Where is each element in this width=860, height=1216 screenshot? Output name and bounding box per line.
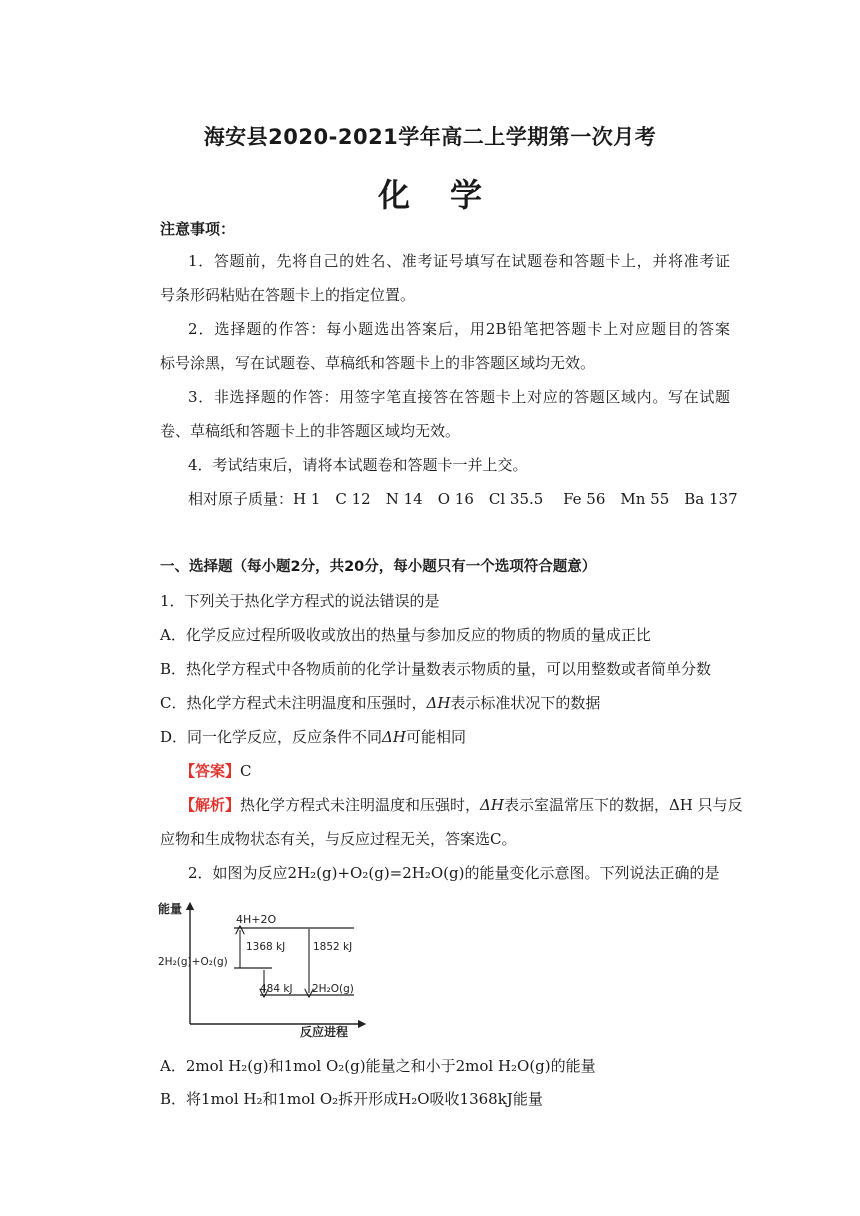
q1-stem: 1．下列关于热化学方程式的说法错误的是 <box>160 592 440 610</box>
q1-option-d-pre: D．同一化学反应，反应条件不同 <box>160 728 383 746</box>
q2-option-b: B．将1mol H₂和1mol O₂拆开形成H₂O吸收1368kJ能量 <box>160 1090 543 1108</box>
label-reactant-level: 2H₂(g)+O₂(g) <box>158 956 228 968</box>
q1-option-d-post: 可能相同 <box>405 728 466 746</box>
q1-analysis-a <box>180 795 743 815</box>
notice-item-1b: 号条形码粘贴在答题卡上的指定位置。 <box>160 286 416 304</box>
q1-answer-label: 【答案】 <box>180 762 241 780</box>
exam-title: 海安县2020-2021学年高二上学期第一次月考 <box>203 125 657 149</box>
notice-item-3b: 卷、草稿纸和答题卡上的非答题区域均无效。 <box>160 422 461 440</box>
notice-heading: 注意事项： <box>160 220 236 238</box>
notice-item-4: 4．考试结束后，请将本试题卷和答题卡一并上交。 <box>188 456 528 474</box>
notice-item-1a: 1．答题前，先将自己的姓名、准考证号填写在试题卷和答题卡上，并将准考证 <box>188 252 730 270</box>
q1-answer-value: C <box>240 762 252 780</box>
q1-option-d-dh: ΔH <box>382 728 406 746</box>
q2-stem: 2．如图为反应2H₂(g)+O₂(g)=2H₂O(g)的能量变化示意图。下列说法正确的是 <box>188 864 720 882</box>
notice-item-2b: 标号涂黑，写在试题卷、草稿纸和答题卡上的非答题区域均无效。 <box>160 354 596 372</box>
q1-analysis-dh: ΔH <box>480 796 504 814</box>
q1-option-c-dh: ΔH <box>426 694 451 712</box>
atomic-mass-line: 相对原子质量：H 1 C 12 N 14 O 16 Cl 35.5 Fe 56 Mn 55 Ba 137 <box>188 490 738 508</box>
q1-option-a: A．化学反应过程所吸收或放出的热量与参加反应的物质的物质的量成正比 <box>160 626 651 644</box>
label-delta: 484 kJ <box>260 983 293 995</box>
q1-analysis-a1: 热化学方程式未注明温度和压强时， <box>240 796 481 814</box>
q1-option-d <box>160 727 730 747</box>
subject-title: 化学 <box>377 176 522 214</box>
label-release: 1852 kJ <box>313 941 353 953</box>
q1-answer <box>180 761 722 781</box>
q1-option-c <box>160 693 730 713</box>
label-absorb: 1368 kJ <box>246 941 286 953</box>
q1-analysis-label: 【解析】 <box>180 796 241 814</box>
y-axis-label: 能量 <box>158 902 183 916</box>
q1-analysis-b: 应物和生成物状态有关，与反应过程无关，答案选C。 <box>160 830 517 848</box>
q1-option-c-pre: C．热化学方程式未注明温度和压强时， <box>160 694 427 712</box>
q1-option-c-post: 表示标准状况下的数据 <box>450 694 601 712</box>
label-top-level: 4H+2O <box>236 913 277 926</box>
q1-analysis-a2: 表示室温常压下的数据，ΔH 只与反 <box>503 796 743 814</box>
notice-item-2a: 2．选择题的作答：每小题选出答案后，用2B铅笔把答题卡上对应题目的答案 <box>188 320 730 338</box>
q1-option-b: B．热化学方程式中各物质前的化学计量数表示物质的量，可以用整数或者简单分数 <box>160 660 712 678</box>
label-product-level: 2H₂O(g) <box>312 983 354 995</box>
energy-diagram <box>156 898 366 1038</box>
x-axis-label: 反应进程 <box>300 1025 349 1038</box>
q2-option-a: A．2mol H₂(g)和1mol O₂(g)能量之和小于2mol H₂O(g)的能量 <box>160 1057 596 1075</box>
notice-item-3a: 3．非选择题的作答：用签字笔直接答在答题卡上对应的答题区域内。写在试题 <box>188 388 730 406</box>
section-1-heading: 一、选择题（每小题2分，共20分，每小题只有一个选项符合题意） <box>160 559 597 575</box>
